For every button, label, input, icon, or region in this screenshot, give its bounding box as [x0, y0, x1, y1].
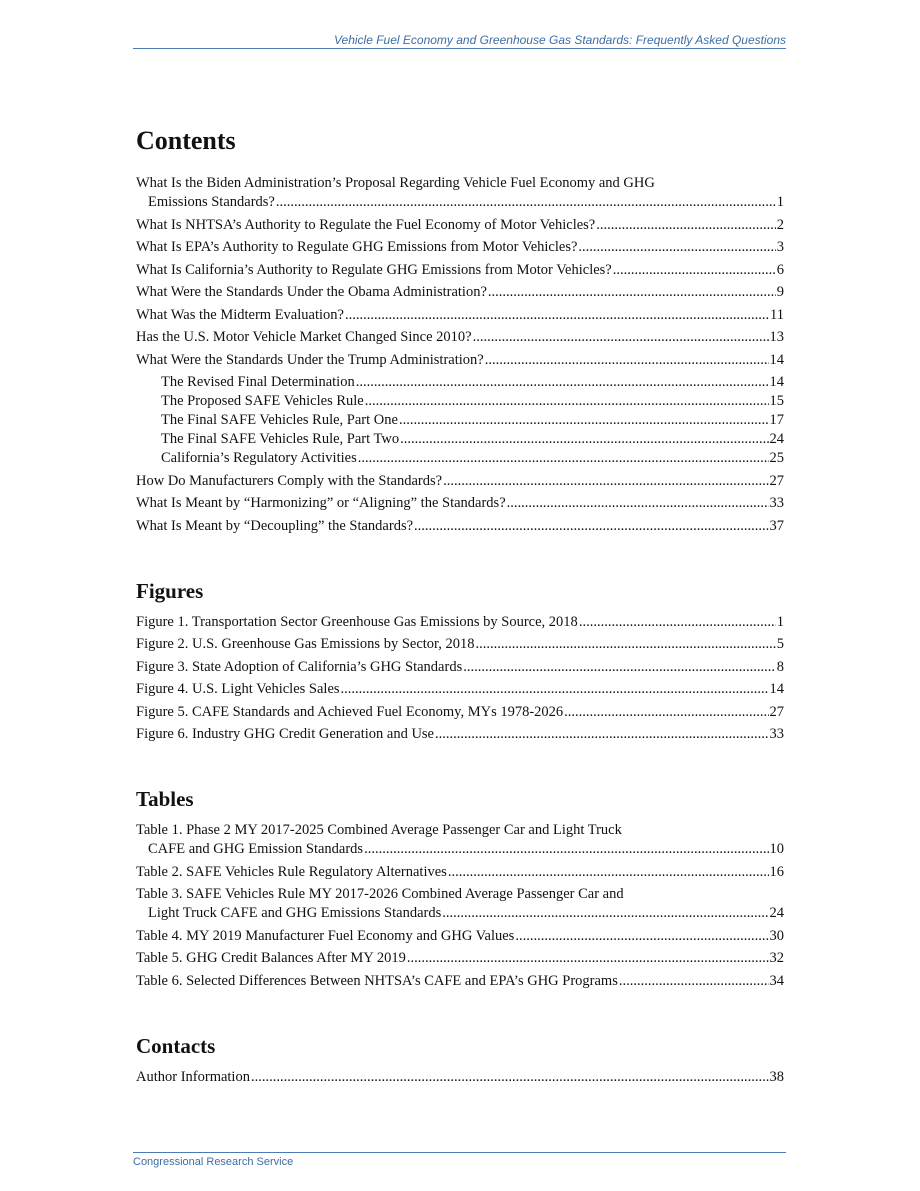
- contents-heading: Contents: [136, 126, 236, 155]
- toc-entry[interactable]: [136, 885, 784, 923]
- toc-page-number: 2: [776, 216, 784, 233]
- toc-entry[interactable]: [136, 680, 784, 699]
- toc-entry-text: Table 1. Phase 2 MY 2017-2025 Combined Average Passenger Car and Light Truck: [136, 822, 622, 838]
- toc-page-number: 32: [769, 950, 784, 966]
- toc-entry-text: Table 6. Selected Differences Between NHTSA’s CAFE and EPA’s GHG Programs: [136, 972, 618, 989]
- toc-entry[interactable]: [136, 725, 784, 744]
- toc-entry[interactable]: [136, 351, 784, 370]
- toc-entry[interactable]: [136, 658, 784, 677]
- contacts-section: [136, 1033, 784, 1087]
- toc-entry[interactable]: [136, 1068, 784, 1087]
- toc-page-number: 6: [776, 261, 784, 278]
- toc-entry-text: The Proposed SAFE Vehicles Rule: [161, 393, 364, 409]
- toc-entry[interactable]: [136, 238, 784, 257]
- toc-page-number: 17: [769, 412, 784, 428]
- toc-entry[interactable]: [136, 927, 784, 946]
- toc-entry-text: Figure 2. U.S. Greenhouse Gas Emissions by Sector, 2018: [136, 636, 475, 652]
- toc-page-number: 8: [776, 658, 784, 675]
- contents-section: [136, 126, 784, 536]
- toc-entry-text: What Were the Standards Under the Trump Administration?: [136, 351, 484, 368]
- toc-entry-text: The Final SAFE Vehicles Rule, Part One: [161, 412, 398, 428]
- toc-page-number: 11: [770, 306, 784, 323]
- toc-entry[interactable]: [136, 703, 784, 722]
- toc-entry[interactable]: [136, 261, 784, 280]
- toc-entry[interactable]: [136, 174, 784, 212]
- toc-entry-text: Emissions Standards?: [148, 194, 275, 210]
- toc-page-number: 33: [769, 726, 784, 742]
- toc-entry-text: Figure 3. State Adoption of California’s GHG Standards: [136, 658, 463, 675]
- toc-entry[interactable]: [136, 306, 784, 325]
- toc-page-number: 10: [769, 841, 784, 857]
- contacts-heading: Contacts: [136, 1033, 216, 1058]
- toc-subentry[interactable]: [161, 373, 784, 392]
- toc-entry-text: Table 5. GHG Credit Balances After MY 2019: [136, 950, 406, 966]
- toc-page-number: 24: [769, 431, 784, 447]
- toc-entry-text: The Final SAFE Vehicles Rule, Part Two: [161, 431, 400, 447]
- toc-entry-text: California’s Regulatory Activities: [161, 450, 357, 466]
- toc-entry[interactable]: [136, 517, 784, 536]
- figures-heading: Figures: [136, 578, 204, 603]
- toc-subentry[interactable]: [161, 411, 784, 430]
- toc-subentry[interactable]: [161, 392, 784, 411]
- toc-subentry[interactable]: [161, 449, 784, 468]
- toc-page-number: 34: [769, 972, 784, 989]
- toc-page-number: 25: [769, 450, 784, 466]
- toc-entry-text: Figure 6. Industry GHG Credit Generation and Use: [136, 726, 434, 742]
- tables-heading: Tables: [136, 787, 194, 811]
- toc-page-number: 9: [776, 284, 784, 300]
- toc-entry-text: Figure 4. U.S. Light Vehicles Sales: [136, 681, 340, 697]
- toc-page-number: 14: [769, 351, 784, 368]
- toc-entry-text: Has the U.S. Motor Vehicle Market Changed Since 2010?: [136, 329, 472, 345]
- toc-entry[interactable]: [136, 472, 784, 491]
- toc-entry[interactable]: [136, 283, 784, 302]
- running-footer: Congressional Research Service: [133, 1152, 786, 1168]
- toc-entry-text: Table 4. MY 2019 Manufacturer Fuel Economy and GHG Values: [136, 927, 515, 944]
- figures-section: [136, 578, 784, 745]
- toc-entry-text: What Was the Midterm Evaluation?: [136, 306, 344, 323]
- table-of-contents: [136, 126, 784, 1090]
- toc-subentry[interactable]: [161, 430, 784, 449]
- running-header: Vehicle Fuel Economy and Greenhouse Gas Standards: Frequently Asked Questions: [133, 33, 786, 49]
- toc-page-number: 33: [769, 495, 784, 511]
- toc-entry[interactable]: [136, 328, 784, 347]
- toc-entry-text: What Is EPA’s Authority to Regulate GHG Emissions from Motor Vehicles?: [136, 239, 578, 255]
- toc-page-number: 1: [776, 194, 784, 210]
- toc-entry-text: What Is Meant by “Decoupling” the Standards?: [136, 517, 414, 534]
- toc-page-number: 14: [769, 374, 784, 390]
- toc-page-number: 27: [769, 703, 784, 720]
- toc-entry[interactable]: [136, 972, 784, 991]
- toc-page-number: 1: [776, 613, 784, 630]
- toc-entry-text: Figure 1. Transportation Sector Greenhouse Gas Emissions by Source, 2018: [136, 613, 578, 630]
- toc-page-number: 15: [769, 393, 784, 409]
- toc-entry[interactable]: [136, 635, 784, 654]
- toc-entry-text: Author Information: [136, 1068, 250, 1085]
- toc-entry[interactable]: [136, 216, 784, 235]
- toc-page-number: 14: [769, 681, 784, 697]
- toc-page-number: 30: [769, 927, 784, 944]
- toc-page-number: 27: [769, 472, 784, 489]
- toc-entry-text: Light Truck CAFE and GHG Emissions Standards: [148, 905, 442, 921]
- toc-entry-text: What Is the Biden Administration’s Proposal Regarding Vehicle Fuel Economy and GHG: [136, 175, 655, 191]
- toc-page-number: 37: [769, 517, 784, 534]
- toc-entry-text: Table 2. SAFE Vehicles Rule Regulatory Alternatives: [136, 863, 447, 880]
- toc-entry-text: What Were the Standards Under the Obama Administration?: [136, 284, 487, 300]
- toc-entry[interactable]: [136, 821, 784, 859]
- toc-entry-text: CAFE and GHG Emission Standards: [148, 841, 364, 857]
- toc-page-number: 13: [769, 329, 784, 345]
- toc-entry[interactable]: [136, 863, 784, 882]
- toc-page-number: 24: [769, 905, 784, 921]
- toc-entry[interactable]: [136, 949, 784, 968]
- toc-entry-text: Figure 5. CAFE Standards and Achieved Fuel Economy, MYs 1978-2026: [136, 703, 564, 720]
- toc-entry[interactable]: [136, 494, 784, 513]
- toc-entry-text: What Is California’s Authority to Regulate GHG Emissions from Motor Vehicles?: [136, 261, 612, 278]
- toc-entry-text: What Is NHTSA’s Authority to Regulate the Fuel Economy of Motor Vehicles?: [136, 216, 596, 233]
- toc-entry-text: Table 3. SAFE Vehicles Rule MY 2017-2026 Combined Average Passenger Car and: [136, 886, 624, 902]
- toc-entry-text: How Do Manufacturers Comply with the Standards?: [136, 472, 443, 489]
- toc-page-number: 5: [776, 636, 784, 652]
- toc-page-number: 16: [769, 863, 784, 880]
- toc-entry-text: What Is Meant by “Harmonizing” or “Aligning” the Standards?: [136, 495, 506, 511]
- tables-section: [136, 786, 784, 991]
- toc-page-number: 3: [776, 239, 784, 255]
- toc-entry-text: The Revised Final Determination: [161, 374, 355, 390]
- toc-entry[interactable]: [136, 613, 784, 632]
- toc-page-number: 38: [769, 1068, 784, 1085]
